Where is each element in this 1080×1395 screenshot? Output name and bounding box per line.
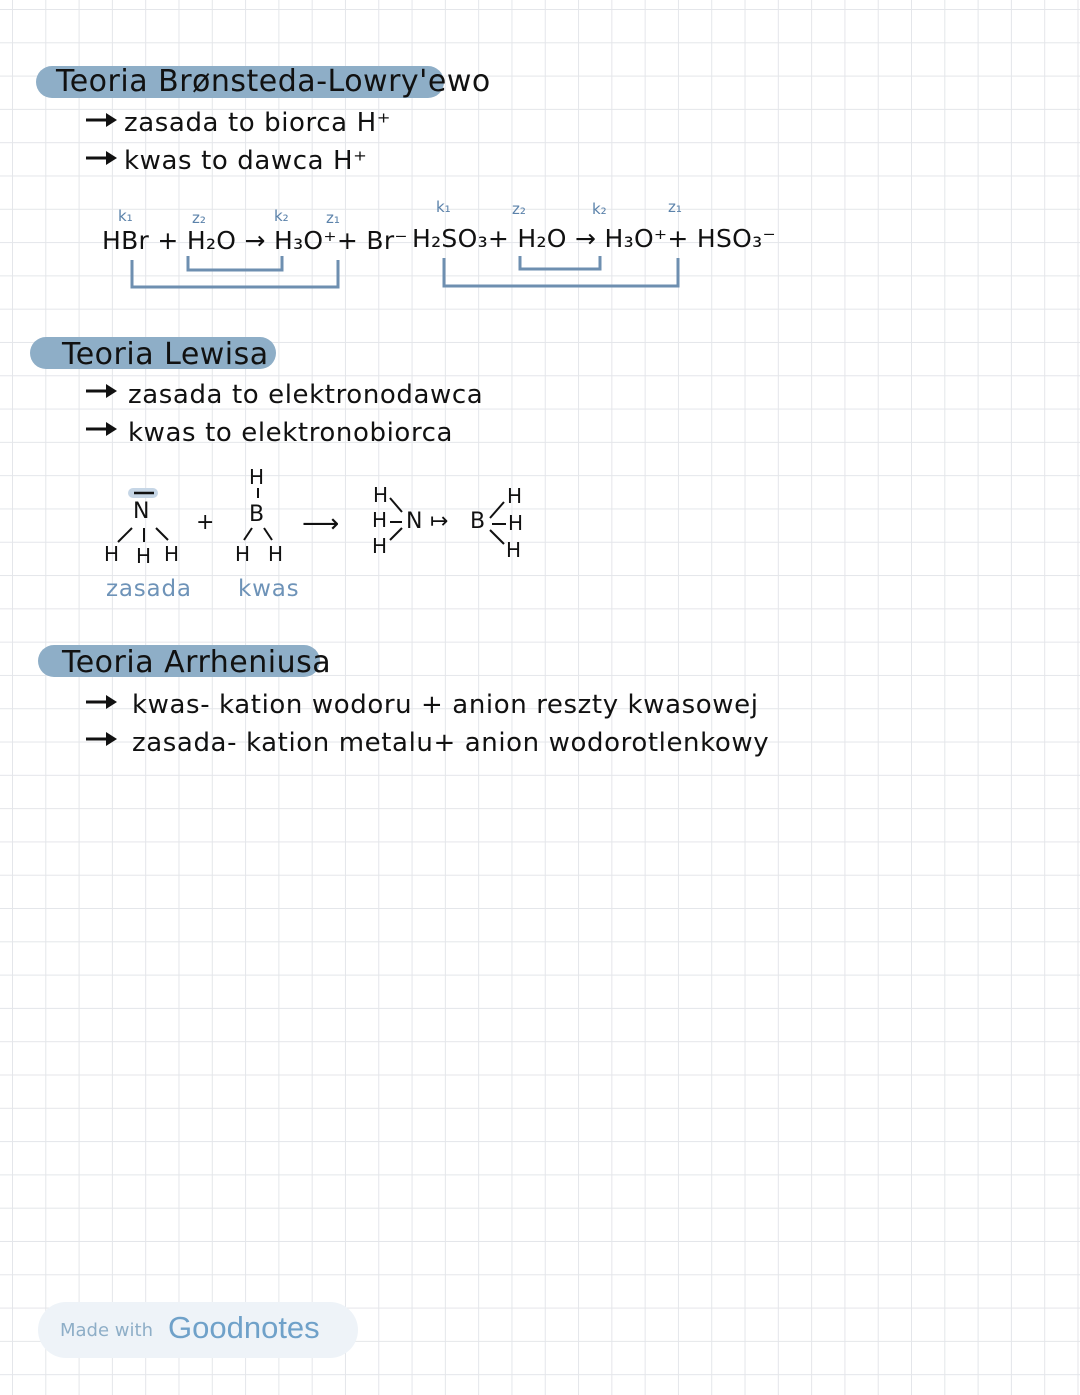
atom-nitrogen: N [406,509,423,534]
arrow-right-icon [84,419,118,439]
equation-hbr: HBr + H₂O → H₃O⁺+ Br⁻ [102,226,408,255]
atom-hydrogen: H [372,534,388,558]
goodnotes-logo: Goodnotes [168,1310,320,1345]
atom-hydrogen: H [508,511,524,535]
atom-hydrogen: H [507,484,523,508]
bullet-text: kwas to elektronobiorca [128,418,454,448]
section-title-arrhenius: Teoria Arrheniusa [62,645,332,680]
section-title-bronsted: Teoria Brønsteda-Lowry'ewo [56,64,491,99]
atom-hydrogen: H [164,542,180,566]
caption-zasada: zasada [106,576,192,602]
label-k2: k₂ [592,200,607,218]
atom-hydrogen: H [372,508,388,532]
section-title-lewis: Teoria Lewisa [62,337,269,372]
caption-kwas: kwas [238,576,300,602]
equation-h2so3: H₂SO₃+ H₂O → H₃O⁺+ HSO₃⁻ [412,224,776,253]
label-z1: z₁ [668,198,682,216]
arrow-right-icon [84,110,118,130]
lone-pair-bar [132,486,156,500]
atom-hydrogen: H [136,544,152,568]
made-with-label: Made with [60,1320,153,1341]
label-z2: z₂ [512,200,526,218]
atom-hydrogen: H [104,542,120,566]
arrow-right-icon [84,692,118,712]
label-k1: k₁ [118,207,133,225]
goodnotes-badge[interactable] [38,1302,358,1358]
reaction-arrow: ⟶ [302,509,340,539]
atom-hydrogen: H [235,542,251,566]
atom-boron: B [249,502,265,527]
label-k1: k₁ [436,198,451,216]
bullet-text: zasada to biorca H⁺ [124,108,392,138]
arrow-right-icon [84,381,118,401]
dative-bond-arrow: ↦ [430,509,449,534]
pair-bracket [120,252,360,294]
label-z2: z₂ [192,209,206,227]
atom-hydrogen: H [373,483,389,507]
label-z1: z₁ [326,209,340,227]
bullet-text: zasada- kation metalu+ anion wodorotlenkowy [132,728,770,758]
atom-hydrogen: H [268,542,284,566]
atom-hydrogen: H [506,538,522,562]
bullet-text: kwas- kation wodoru + anion reszty kwasowej [132,690,759,720]
arrow-right-icon [84,148,118,168]
label-k2: k₂ [274,207,289,225]
atom-nitrogen: N [133,499,150,524]
bullet-text: zasada to elektronodawca [128,380,484,410]
arrow-right-icon [84,729,118,749]
plus-sign: + [196,510,215,535]
bullet-text: kwas to dawca H⁺ [124,146,368,176]
atom-hydrogen: H [249,465,265,489]
pair-bracket [432,252,692,294]
atom-boron: B [470,509,486,534]
